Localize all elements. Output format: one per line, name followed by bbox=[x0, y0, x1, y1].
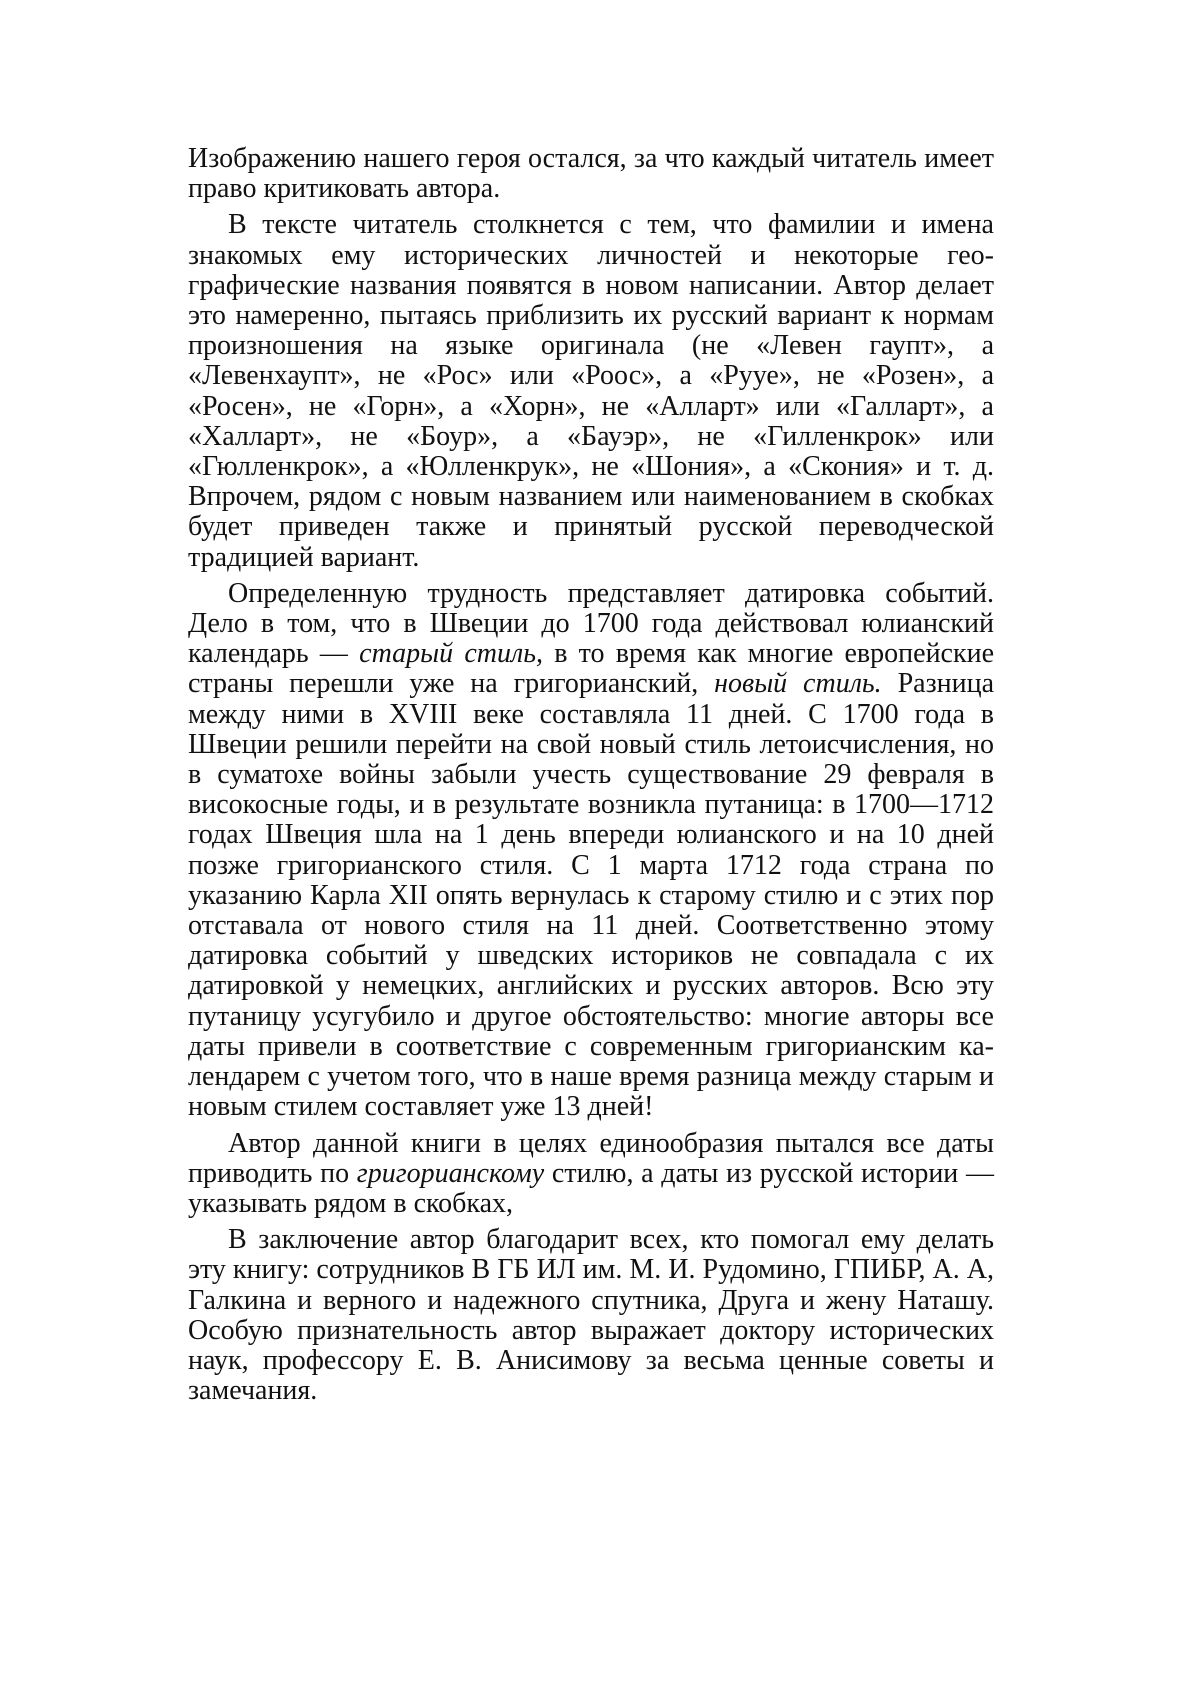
italic-text: григорианскому bbox=[356, 1157, 545, 1189]
paragraph bbox=[188, 1129, 994, 1220]
paragraph bbox=[188, 144, 994, 204]
paragraph bbox=[188, 210, 994, 572]
text-segment: Определенную трудность представляет датировка событий. Дело в том, что в Швеции до 1700 года действовал юлианский календарь — bbox=[188, 577, 994, 670]
text-segment: В заключение автор благодарит всех, кто помогал ему делать эту книгу: сотрудников В ГБ ИЛ им. М. И. Рудомино, ГПИБР, А. А, Галкина и верного и надежного спутника, Друга и жену Наташу. Особую признательность автор выражает доктору исторических наук, профессору Е. В. Анисимову за весьма ценные советы и замечания. bbox=[188, 1224, 994, 1407]
italic-text: новый стиль. bbox=[714, 668, 882, 700]
text-segment: стилю, а даты из русской истории — указывать рядом в скобках, bbox=[188, 1157, 994, 1219]
text-segment: Разница между ними в XVIII веке составляла 11 дней. С 1700 года в Швеции решили перейти на свой новый стиль летоисчисления, но в суматохе войны забыли учесть существование 29 февраля в високосные годы, и в результате возникла путаница: в 1700—1712 годах Швеция шла на 1 день впереди юлианского и на 10 дней позже григорианского стиля. С 1 марта 1712 года страна по указанию Карла XII опять вернулась к старому стилю и с этих пор отставала от нового стиля на 11 дней. Соответственно этому датировка событий у шведских историков не совпадала с их датировкой у немецких, английских и русских авторов. Всю эту путаницу усугубило и другое обстоятельство: многие авторы все даты привели в соответствие с современным григорианским календарем с учетом того, что в наше время разница между старым и новым стилем составляет уже 13 дней! bbox=[188, 668, 995, 1123]
paragraph bbox=[188, 1225, 994, 1406]
text-segment: Изображению нашего героя остался, за что каждый читатель имеет право критиковать автора. bbox=[188, 143, 994, 205]
italic-text: старый стиль, bbox=[359, 638, 543, 670]
text-segment: Автор данной книги в целях единообразия пытался все даты приводить по bbox=[188, 1127, 994, 1189]
document-page bbox=[188, 144, 994, 1412]
text-segment: В тексте читатель столкнется с тем, что фамилии и имена знакомых ему исторических личностей и некоторые географические названия появятся в новом написании. Автор делает это намеренно, пытаясь приблизить их русский вариант к нормам произношения на языке оригинала (не «Левен гаупт», а «Левенхаупт», не «Рос» или «Роос», а «Рууе», не «Розен», а «Росен», не «Горн», а «Хорн», не «Алларт» или «Галларт», а «Халларт», не «Боур», а «Бауэр», не «Гилленкрок» или «Гюлленкрок», а «Юлленкрук», не «Шония», а «Скония» и т. д. Впрочем, рядом с новым названием или наименованием в скобках будет приведен также и принятый русской переводческой традицией вариант. bbox=[188, 209, 994, 573]
document-body bbox=[188, 144, 994, 1406]
paragraph bbox=[188, 579, 994, 1123]
text-segment: в то время как многие европейские страны перешли уже на григорианский, bbox=[188, 638, 994, 700]
